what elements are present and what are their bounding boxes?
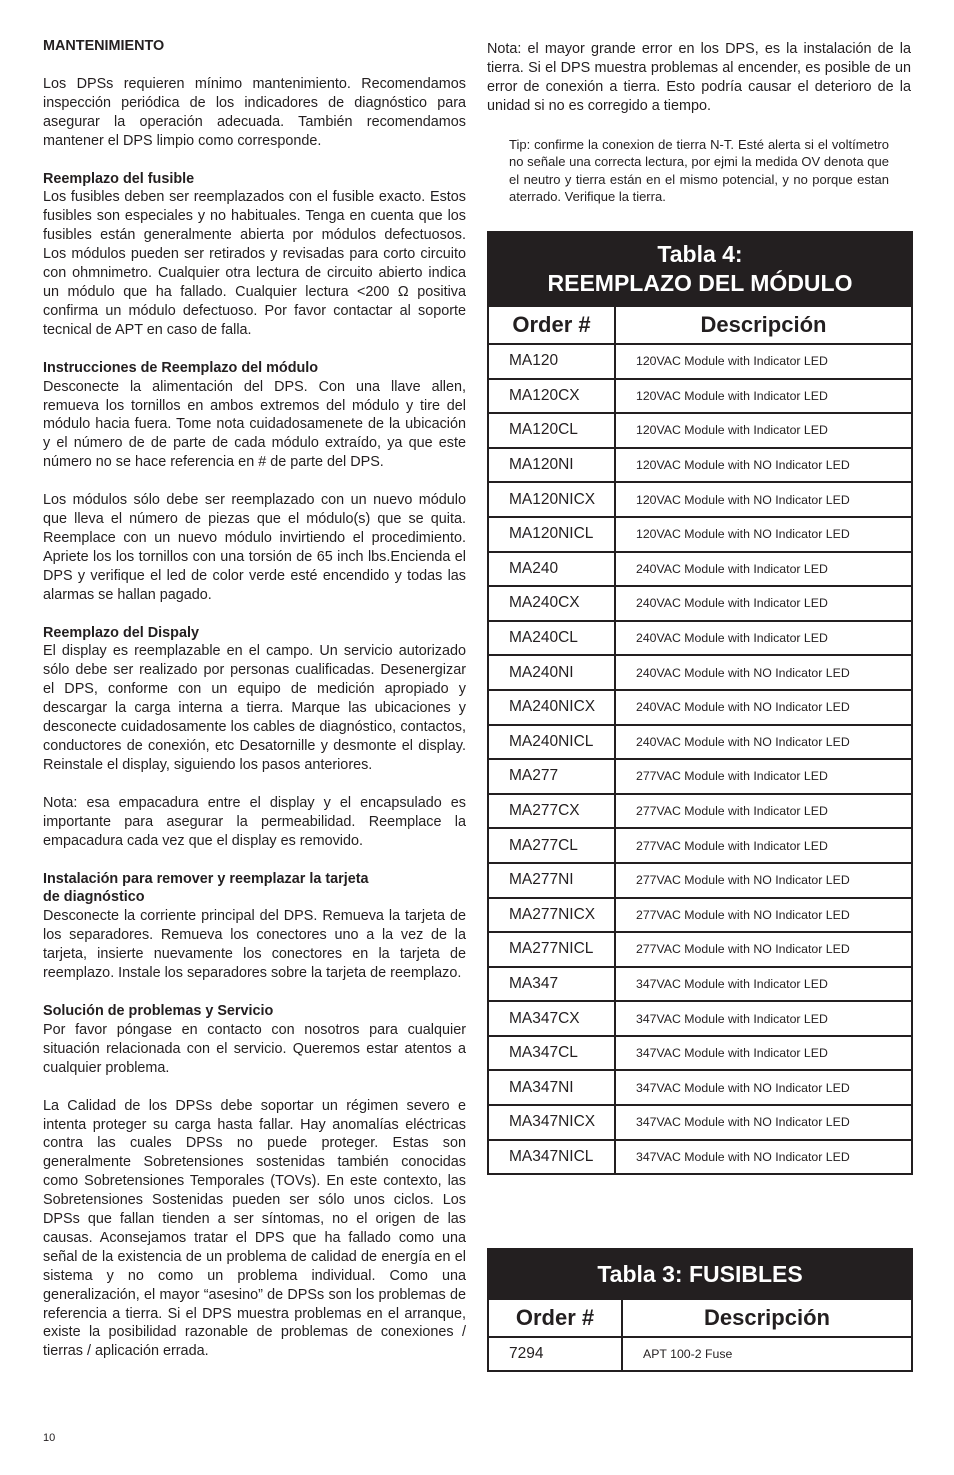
table-row bbox=[488, 621, 912, 656]
description-cell: 277VAC Module with Indicator LED bbox=[615, 828, 912, 863]
description-cell: 347VAC Module with Indicator LED bbox=[615, 967, 912, 1002]
description-cell: 277VAC Module with NO Indicator LED bbox=[615, 932, 912, 967]
tabla-4-title bbox=[488, 232, 912, 306]
order-number-cell: MA240CL bbox=[488, 621, 615, 656]
table-row bbox=[488, 932, 912, 967]
table-row bbox=[488, 898, 912, 933]
description-cell: 277VAC Module with NO Indicator LED bbox=[615, 898, 912, 933]
fusible-heading: Reemplazo del fusible bbox=[43, 170, 195, 187]
table-row bbox=[488, 828, 912, 863]
order-number-cell: MA120CL bbox=[488, 413, 615, 448]
table-row bbox=[488, 690, 912, 725]
tabla-3-desc-header: Descripción bbox=[622, 1299, 912, 1337]
order-number-cell: MA240NI bbox=[488, 655, 615, 690]
description-cell: 240VAC Module with NO Indicator LED bbox=[615, 690, 912, 725]
tarjeta-paragraph: Desconecte la corriente principal del DPS. Remueva la tarjeta de los separadores. Remueva los conectores uno a la vez de la tarjeta, insierte nuevamente los conectores en la tarjeta de reemplazo. Instale los separadores sobre la tarjeta de reemplazo. bbox=[43, 908, 466, 982]
description-cell: 277VAC Module with Indicator LED bbox=[615, 794, 912, 829]
table-row bbox=[488, 725, 912, 760]
table-row bbox=[488, 379, 912, 414]
servicio-paragraph: Por favor póngase en contacto con nosotros para cualquier situación relacionada con el servicio. Queremos estar atentos a cualquier problema. bbox=[43, 1021, 466, 1076]
ground-note: Nota: el mayor grande error en los DPS, es la instalación de la tierra. Si el DPS muestra problemas al encender, es posible de un error de conexión a tierra. Esto podría causar el deterioro de la unidad si no es corregido a tiempo. bbox=[487, 41, 911, 114]
description-cell: 120VAC Module with NO Indicator LED bbox=[615, 448, 912, 483]
table-row bbox=[488, 794, 912, 829]
page-number: 10 bbox=[43, 1432, 56, 1444]
table-row bbox=[488, 1001, 912, 1036]
description-cell: 120VAC Module with Indicator LED bbox=[615, 379, 912, 414]
modulo-paragraph-1: Desconecte la alimentación del DPS. Con una llave allen, remueva los tornillos en ambos extremos del módulo y tire del módulo hacia fuera. Tome nota cuidadosamenete de la ubicación y el número de de parte de cada módulo extraído, ya que este número no se hace referencia en # de parte del DPS. bbox=[43, 378, 466, 471]
ground-tip: Tip: confirme la conexion de tierra N-T. Esté alerta si el voltímetro no señale una correcta lectura, por ejmi la medida OV denota que el neutro y tierra están en el mismo potencial, y no porque estan aterrado. Verifique la tierra. bbox=[509, 136, 889, 205]
order-number-cell: MA277NICX bbox=[488, 898, 615, 933]
table-row bbox=[488, 1070, 912, 1105]
tabla-3-body bbox=[488, 1337, 912, 1371]
description-cell: 120VAC Module with NO Indicator LED bbox=[615, 482, 912, 517]
order-number-cell: 7294 bbox=[488, 1337, 622, 1371]
order-number-cell: MA277CX bbox=[488, 794, 615, 829]
table-row bbox=[488, 967, 912, 1002]
table-row bbox=[488, 586, 912, 621]
description-cell: 347VAC Module with NO Indicator LED bbox=[615, 1105, 912, 1140]
order-number-cell: MA347CL bbox=[488, 1036, 615, 1071]
tarjeta-heading-line-1: Instalación para remover y reemplazar la tarjeta bbox=[43, 870, 369, 887]
mantenimiento-paragraph: Los DPSs requieren mínimo mantenimiento. Recomendamos inspección periódica de los indicadores de diagnóstico para asegurar la operación adecuada. También recomendamos mantener el DPS limpio como corresponde. bbox=[43, 75, 466, 149]
table-row bbox=[488, 863, 912, 898]
table-row bbox=[488, 1036, 912, 1071]
order-number-cell: MA347NI bbox=[488, 1070, 615, 1105]
description-cell: 240VAC Module with NO Indicator LED bbox=[615, 725, 912, 760]
servicio-heading: Solución de problemas y Servicio bbox=[43, 1002, 274, 1019]
description-cell: 347VAC Module with NO Indicator LED bbox=[615, 1070, 912, 1105]
fusible-paragraph: Los fusibles deben ser reemplazados con el fusible exacto. Estos fusibles son especiales y no habituales. Tenga en cuenta que los fusibles están generalmente abierta por módulos defectuosos. Los módulos pueden ser retirados y revisadas para corto circuito con ohmnimetro. Cualquier otra lectura de circuito abierto indica un módulo que ha fallado. Cualquier lectura <200 Ω positiva confirma un módulo defectuoso. Por favor contactar al soporte tecnical de APT en caso de falla. bbox=[43, 189, 466, 338]
display-paragraph: El display es reemplazable en el campo. Un servicio autorizado sólo debe ser realizado por personas cualificadas. Desenergizar el DPS, conforme con un equipo de medición apropiado y descargar la carga interna a tierra. Marque las ubicaciones y desconecte cuidadosamente los cables de diagnóstico, contactos, conductores de conexión, etc Desatornille y desmonte el display. Reinstale el display, siguiendo los pasos anteriores. bbox=[43, 643, 466, 773]
tabla-3-fuse-table bbox=[487, 1248, 913, 1372]
tabla-3-order-header: Order # bbox=[488, 1299, 622, 1337]
left-column bbox=[43, 37, 466, 1361]
mantenimiento-heading: MANTENIMIENTO bbox=[43, 38, 165, 54]
table-row bbox=[488, 1140, 912, 1175]
description-cell: 240VAC Module with Indicator LED bbox=[615, 621, 912, 656]
order-number-cell: MA347 bbox=[488, 967, 615, 1002]
order-number-cell: MA120CX bbox=[488, 379, 615, 414]
order-number-cell: MA120NICL bbox=[488, 517, 615, 552]
order-number-cell: MA277CL bbox=[488, 828, 615, 863]
display-note: Nota: esa empacadura entre el display y el encapsulado es importante para asegurar la permeabilidad. Reemplace la empacadura cada vez que el display es removido. bbox=[43, 794, 466, 849]
tabla-4-body bbox=[488, 344, 912, 1174]
tabla-4-order-header: Order # bbox=[488, 306, 615, 344]
tabla-4-title-line-1: Tabla 4: bbox=[657, 241, 743, 267]
table-row bbox=[488, 552, 912, 587]
order-number-cell: MA120NICX bbox=[488, 482, 615, 517]
display-heading: Reemplazo del Dispaly bbox=[43, 624, 199, 641]
modulo-paragraph-2: Los módulos sólo debe ser reemplazado con un nuevo módulo que lleva el número de piezas que el módulo(s) que se quita. Reemplace con un nuevo módulo invirtiendo el procedimiento. Apriete los los tornillos con una torsión de 65 inch lbs.Encienda el DPS y verifique el led de color verde esté encendido y todas las alarmas se hallan pagado. bbox=[43, 492, 466, 603]
description-cell: 277VAC Module with NO Indicator LED bbox=[615, 863, 912, 898]
modulo-heading: Instrucciones de Reemplazo del módulo bbox=[43, 359, 319, 376]
order-number-cell: MA347CX bbox=[488, 1001, 615, 1036]
description-cell: 120VAC Module with Indicator LED bbox=[615, 344, 912, 379]
table-row bbox=[488, 482, 912, 517]
table-row bbox=[488, 517, 912, 552]
description-cell: 347VAC Module with Indicator LED bbox=[615, 1036, 912, 1071]
tabla-3-title: Tabla 3: FUSIBLES bbox=[488, 1249, 912, 1299]
table-row bbox=[488, 1337, 912, 1371]
description-cell: 240VAC Module with Indicator LED bbox=[615, 586, 912, 621]
order-number-cell: MA347NICL bbox=[488, 1140, 615, 1175]
order-number-cell: MA277 bbox=[488, 759, 615, 794]
order-number-cell: MA347NICX bbox=[488, 1105, 615, 1140]
calidad-paragraph: La Calidad de los DPSs debe soportar un régimen severo e intenta proteger su carga hasta fallar. Hay anomalías eléctricas contra las cuales DPSs no puede proteger. Estas son generalmente Sobretensiones sostenidas también conocidas como Sobretensiones Temporales (TOVs). En este contexto, las Sobretensiones Sostenidas pueden ser sólo unos ciclos. Los DPSs que fallan tienden a ser síntomas, no el origen de las causas. Aconsejamos tratar el DPS que ha fallado como una señal de la existencia de un problema de calidad de energía en el sistema y no como un problema individual. Como una generalización, el mayor “asesino” de DPSs son los problemas de referencia a tierra. Si el DPS muestra problemas en el arranque, existe la posibilidad razonable de problemas de conexiones / tierras / aplicación errada. bbox=[43, 1097, 466, 1360]
tabla-4-title-line-2: REEMPLAZO DEL MÓDULO bbox=[547, 270, 853, 296]
order-number-cell: MA277NICL bbox=[488, 932, 615, 967]
tabla-4-desc-header: Descripción bbox=[615, 306, 912, 344]
order-number-cell: MA120 bbox=[488, 344, 615, 379]
description-cell: 120VAC Module with Indicator LED bbox=[615, 413, 912, 448]
order-number-cell: MA240CX bbox=[488, 586, 615, 621]
table-row bbox=[488, 413, 912, 448]
description-cell: 240VAC Module with NO Indicator LED bbox=[615, 655, 912, 690]
tarjeta-heading-line-2: de diagnóstico bbox=[43, 889, 145, 906]
order-number-cell: MA240 bbox=[488, 552, 615, 587]
description-cell: 240VAC Module with Indicator LED bbox=[615, 552, 912, 587]
table-row bbox=[488, 759, 912, 794]
table-row bbox=[488, 344, 912, 379]
description-cell: 347VAC Module with NO Indicator LED bbox=[615, 1140, 912, 1175]
order-number-cell: MA240NICX bbox=[488, 690, 615, 725]
right-column-notes bbox=[487, 40, 911, 206]
order-number-cell: MA120NI bbox=[488, 448, 615, 483]
description-cell: 120VAC Module with NO Indicator LED bbox=[615, 517, 912, 552]
table-row bbox=[488, 655, 912, 690]
order-number-cell: MA240NICL bbox=[488, 725, 615, 760]
description-cell: 277VAC Module with Indicator LED bbox=[615, 759, 912, 794]
description-cell: APT 100-2 Fuse bbox=[622, 1337, 912, 1371]
description-cell: 347VAC Module with Indicator LED bbox=[615, 1001, 912, 1036]
tabla-4-module-table bbox=[487, 231, 913, 1175]
table-row bbox=[488, 448, 912, 483]
table-row bbox=[488, 1105, 912, 1140]
order-number-cell: MA277NI bbox=[488, 863, 615, 898]
